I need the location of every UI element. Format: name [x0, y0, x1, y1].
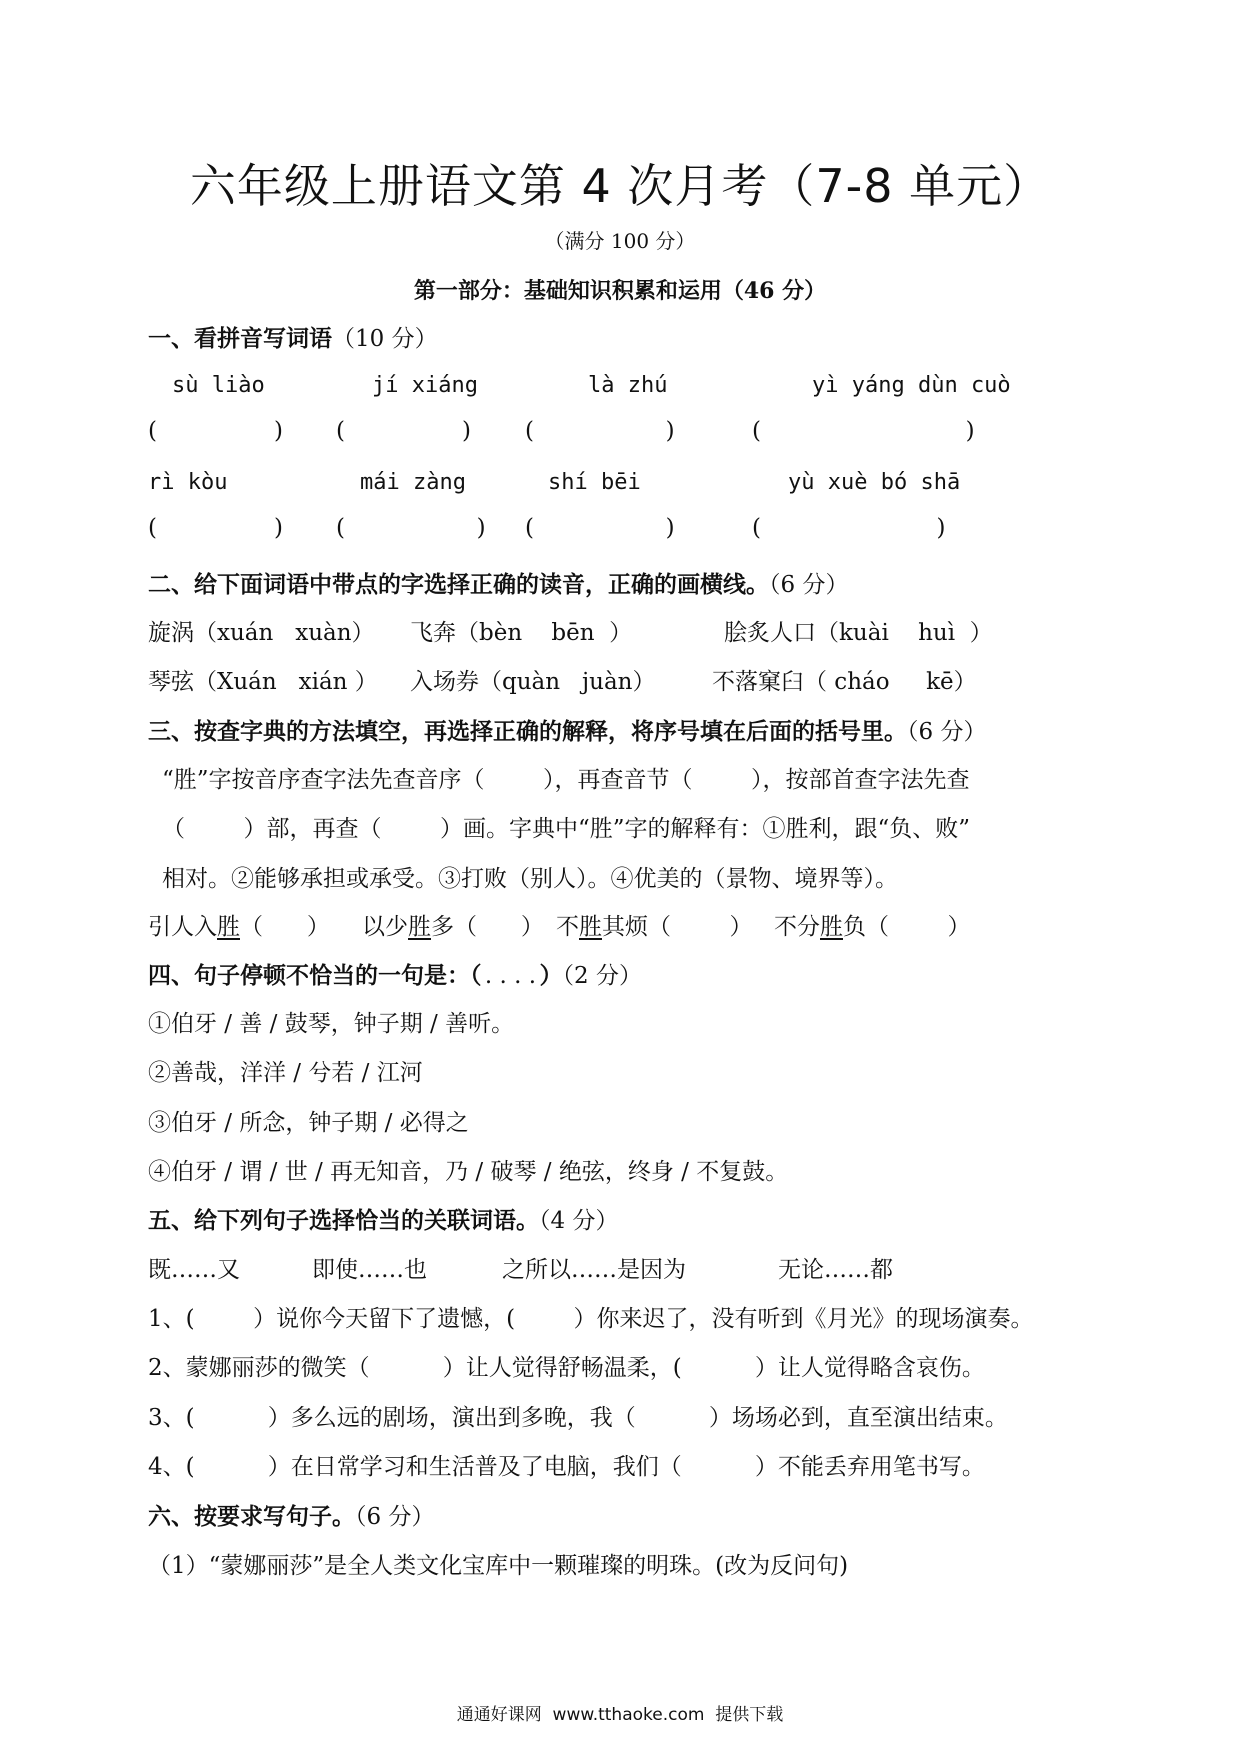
- rewrite-question: （1）“蒙娜丽莎”是全人类文化宝库中一颗璀璨的明珠。(改为反问句): [148, 1553, 849, 1579]
- sentence-option: ①伯牙 / 善 / 鼓琴，钟子期 / 善听。: [148, 1011, 515, 1037]
- phrase-item: 不胜其烦（ ）: [556, 914, 753, 940]
- pinyin-item: mái zàng: [360, 470, 466, 495]
- section-five-heading: 五、给下列句子选择恰当的关联词语。（4 分）: [148, 1207, 619, 1234]
- sentence-option: ②善哉，洋洋 / 兮若 / 江河: [148, 1060, 423, 1086]
- pronunciation-item: 脍炙人口（kuài huì ）: [724, 620, 993, 646]
- answer-blank[interactable]: ( ): [525, 515, 675, 541]
- section-one-heading: 一、看拼音写词语（10 分）: [148, 325, 438, 352]
- pinyin-item: rì kòu: [148, 470, 228, 495]
- conjunction-word: 既……又: [148, 1257, 240, 1283]
- section-two-heading: 二、给下面词语中带点的字选择正确的读音，正确的画横线。（6 分）: [148, 571, 849, 598]
- section-six-heading: 六、按要求写句子。（6 分）: [148, 1503, 435, 1530]
- sentence-option: ④伯牙 / 谓 / 世 / 再无知音，乃 / 破琴 / 绝弦，终身 / 不复鼓。: [148, 1159, 789, 1185]
- pronunciation-item: 入场券（quàn juàn）: [410, 669, 656, 695]
- answer-blank[interactable]: ( ): [752, 418, 975, 444]
- answer-blank[interactable]: ( ): [336, 418, 471, 444]
- answer-blank[interactable]: ( ): [148, 515, 283, 541]
- phrase-item: 不分胜负（ ）: [774, 914, 971, 940]
- pinyin-item: shí bēi: [548, 470, 641, 495]
- dictionary-text: “胜”字按音序查字法先查音序（ ），再查音节（ ），按部首查字法先查: [162, 767, 970, 793]
- section-three-heading: 三、按查字典的方法填空，再选择正确的解释，将序号填在后面的括号里。（6 分）: [148, 718, 987, 745]
- section-four-heading: 四、句子停顿不恰当的一句是：（ . . . . ）（2 分）: [148, 962, 642, 989]
- pinyin-item: yì yáng dùn cuò: [812, 373, 1011, 398]
- pinyin-item: là zhú: [588, 373, 668, 398]
- answer-blank[interactable]: ( ): [336, 515, 486, 541]
- answer-blank[interactable]: ( ): [525, 418, 675, 444]
- conjunction-word: 即使……也: [312, 1257, 427, 1283]
- fill-sentence: 1、( ）说你今天留下了遗憾，( ）你来迟了，没有听到《月光》的现场演奏。: [148, 1306, 1034, 1332]
- phrase-item: 以少胜多（ ）: [362, 914, 544, 940]
- conjunction-word: 之所以……是因为: [502, 1257, 686, 1283]
- pinyin-item: yù xuè bó shā: [788, 470, 961, 495]
- part-one-heading: 第一部分：基础知识积累和运用（46 分）: [413, 278, 827, 304]
- pronunciation-item: 飞奔（bèn bēn ）: [410, 620, 633, 646]
- dictionary-text: （ ）部，再查（ ）画。字典中“胜”字的解释有：①胜利，跟“负、败”: [162, 816, 971, 842]
- pronunciation-item: 不落窠臼（ cháo kē）: [712, 669, 977, 695]
- phrase-item: 引人入胜（ ）: [148, 914, 330, 940]
- page-title: 六年级上册语文第 4 次月考（7-8 单元）: [189, 159, 1051, 213]
- fill-sentence: 3、( ）多么远的剧场，演出到多晚，我（ ）场场必到，直至演出结束。: [148, 1405, 1008, 1431]
- fill-sentence: 2、蒙娜丽莎的微笑（ ）让人觉得舒畅温柔，( ）让人觉得略含哀伤。: [148, 1355, 985, 1381]
- fill-sentence: 4、( ）在日常学习和生活普及了电脑，我们（ ）不能丢弃用笔书写。: [148, 1454, 985, 1480]
- answer-blank[interactable]: ( ): [752, 515, 946, 541]
- conjunction-word: 无论……都: [778, 1257, 893, 1283]
- pinyin-item: sù liào: [172, 373, 265, 398]
- pinyin-item: jí xiáng: [372, 373, 478, 398]
- sentence-option: ③伯牙 / 所念，钟子期 / 必得之: [148, 1110, 469, 1136]
- pronunciation-item: 旋涡（xuán xuàn）: [148, 620, 375, 646]
- full-score-note: （满分 100 分）: [544, 229, 696, 253]
- dictionary-text: 相对。②能够承担或承受。③打败（别人）。④优美的（景物、境界等）。: [162, 866, 898, 892]
- answer-blank[interactable]: ( ): [148, 418, 283, 444]
- page-footer: 通通好课网 www.tthaoke.com 提供下载: [456, 1705, 784, 1725]
- pronunciation-item: 琴弦（Xuán xián ）: [148, 669, 378, 695]
